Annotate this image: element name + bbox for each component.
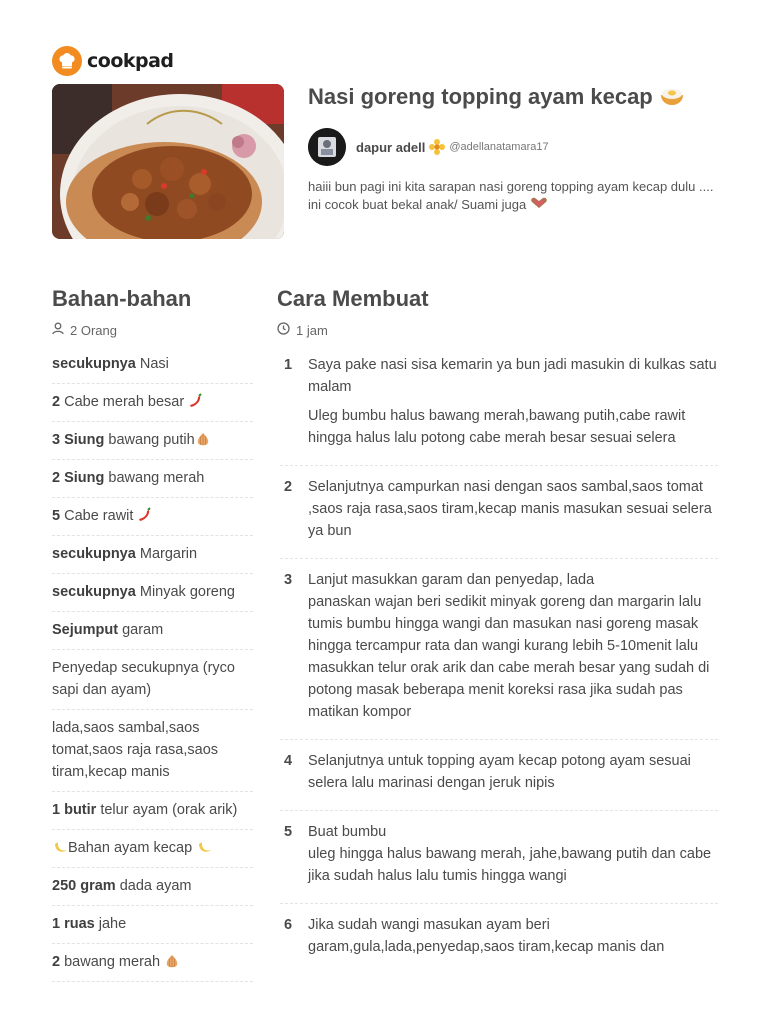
ingredient-item bbox=[52, 574, 253, 612]
ingredient-qty: 2 bbox=[52, 954, 61, 970]
servings bbox=[52, 322, 117, 338]
step-paragraph: Buat bumbu uleg hingga halus bawang merah, jahe,bawang putih dan cabe jika sudah halus lalu tumis hingga wangi bbox=[308, 824, 712, 884]
ingredient-qty: 5 bbox=[52, 508, 61, 524]
ingredient-name: bawang merah bbox=[64, 954, 161, 970]
ingredient-item bbox=[52, 792, 253, 830]
duration bbox=[277, 322, 328, 338]
step-body bbox=[308, 821, 718, 887]
ingredient-qty: 3 Siung bbox=[52, 432, 105, 448]
ingredient-name: Margarin bbox=[139, 546, 198, 562]
step-paragraph: Lanjut masukkan garam dan penyedap, lada panaskan wajan beri sedikit minyak goreng dan margarin lalu tumis bumbu hingga wangi dan masukan nasi goreng masak hingga tercampur rata dan wangi kurang lebih 5-10menit lalu masukkan telur orak arik dan cabe merah besar yang sudah di potong masak beberapa menit koreksi rasa jika sudah pas matikan kompor bbox=[308, 572, 710, 720]
ingredient-item bbox=[52, 346, 253, 384]
ingredient-item bbox=[52, 710, 253, 792]
ingredient-qty: secukupnya bbox=[52, 546, 136, 562]
recipe-title bbox=[308, 84, 685, 110]
author-name[interactable]: dapur adell bbox=[356, 139, 426, 155]
step-number: 2 bbox=[284, 479, 293, 495]
crescent-moon-icon bbox=[52, 839, 68, 855]
ingredient-qty: 1 ruas bbox=[52, 916, 95, 932]
step-body bbox=[308, 750, 718, 794]
ingredient-qty: Sejumput bbox=[52, 622, 119, 638]
ingredient-name: Bahan ayam kecap bbox=[68, 840, 193, 856]
ingredient-qty: 2 Siung bbox=[52, 470, 105, 486]
ingredient-item bbox=[52, 498, 253, 536]
ingredients-heading: Bahan-bahan bbox=[52, 286, 192, 311]
ingredient-name: dada ayam bbox=[119, 878, 192, 894]
step-paragraph: Selanjutnya campurkan nasi dengan saos sambal,saos tomat ,saos raja rasa,saos tiram,kecap manis masukan sesuai selera ya bun bbox=[308, 479, 712, 539]
ingredient-qty: secukupnya bbox=[52, 584, 136, 600]
step-number: 3 bbox=[284, 572, 293, 588]
ingredient-qty: 2 bbox=[52, 394, 61, 410]
heart-hands-icon bbox=[530, 197, 548, 212]
step-paragraph: Selanjutnya untuk topping ayam kecap potong ayam sesuai selera lalu marinasi dengan jeruk nipis bbox=[308, 753, 691, 791]
ingredient-item bbox=[52, 944, 253, 982]
onion-icon bbox=[164, 953, 180, 969]
ingredient-item bbox=[52, 650, 253, 710]
step-item bbox=[280, 906, 718, 974]
ingredient-name: bawang putih bbox=[108, 432, 195, 448]
recipe-title-text: Nasi goreng topping ayam kecap bbox=[308, 84, 653, 109]
duration-text: 1 jam bbox=[296, 322, 328, 338]
description-line: haiii bun pagi ini kita sarapan nasi goreng topping ayam kecap dulu .... bbox=[308, 179, 714, 194]
author-avatar[interactable] bbox=[308, 128, 346, 166]
clock-icon bbox=[277, 322, 290, 338]
step-paragraph: Jika sudah wangi masukan ayam beri garam,gula,lada,penyedap,saos tiram,kecap manis dan bbox=[308, 917, 665, 955]
ingredient-item bbox=[52, 612, 253, 650]
step-number: 1 bbox=[284, 357, 293, 373]
crescent-moon-icon bbox=[196, 839, 212, 855]
step-number: 5 bbox=[284, 824, 293, 840]
ingredient-name: Cabe merah besar bbox=[64, 394, 185, 410]
rice-bowl-icon bbox=[659, 86, 685, 106]
ingredient-name: bawang merah bbox=[108, 470, 205, 486]
step-paragraph: Saya pake nasi sisa kemarin ya bun jadi masukin di kulkas satu malam bbox=[308, 357, 717, 395]
flower-icon bbox=[429, 139, 445, 155]
ingredients-list bbox=[52, 346, 253, 982]
cookpad-logo[interactable] bbox=[52, 46, 174, 76]
step-body bbox=[308, 569, 718, 723]
recipe-description bbox=[308, 178, 718, 214]
ingredient-name: Nasi bbox=[139, 356, 169, 372]
steps-list bbox=[280, 346, 718, 976]
ingredient-item bbox=[52, 460, 253, 498]
description-line-text: ini cocok buat bekal anak/ Suami juga bbox=[308, 197, 527, 212]
ingredient-qty: 250 gram bbox=[52, 878, 116, 894]
step-item bbox=[280, 742, 718, 811]
onion-icon bbox=[195, 431, 211, 447]
step-number: 4 bbox=[284, 753, 293, 769]
ingredient-name: lada,saos sambal,saos tomat,saos raja rasa,saos tiram,kecap manis bbox=[52, 720, 219, 780]
author-handle[interactable]: @adellanatamara17 bbox=[449, 141, 549, 153]
ingredient-item bbox=[52, 830, 253, 868]
ingredient-name: jahe bbox=[98, 916, 127, 932]
step-number: 6 bbox=[284, 917, 293, 933]
step-item bbox=[280, 468, 718, 559]
person-icon bbox=[52, 322, 64, 338]
step-body bbox=[308, 914, 718, 958]
steps-heading: Cara Membuat bbox=[277, 286, 429, 311]
brand-name: cookpad bbox=[87, 50, 174, 72]
ingredient-name: Minyak goreng bbox=[139, 584, 235, 600]
step-item bbox=[280, 346, 718, 466]
ingredient-item bbox=[52, 906, 253, 944]
chili-icon bbox=[188, 393, 204, 409]
chef-hat-icon bbox=[52, 46, 82, 76]
author-row[interactable] bbox=[308, 128, 549, 166]
description-line bbox=[308, 196, 718, 214]
ingredient-name: Cabe rawit bbox=[64, 508, 134, 524]
ingredient-qty: 1 butir bbox=[52, 802, 97, 818]
ingredient-item bbox=[52, 384, 253, 422]
ingredient-name: Penyedap secukupnya (ryco sapi dan ayam) bbox=[52, 660, 235, 698]
recipe-photo bbox=[52, 84, 284, 239]
step-paragraph: Uleg bumbu halus bawang merah,bawang putih,cabe rawit hingga halus lalu potong cabe merah besar sesuai selera bbox=[308, 408, 686, 446]
step-item bbox=[280, 561, 718, 740]
chili-icon bbox=[137, 507, 153, 523]
ingredient-name: garam bbox=[122, 622, 164, 638]
servings-text: 2 Orang bbox=[70, 322, 117, 338]
ingredient-item bbox=[52, 868, 253, 906]
step-body bbox=[308, 354, 718, 449]
step-body bbox=[308, 476, 718, 542]
ingredient-item bbox=[52, 536, 253, 574]
ingredient-qty: secukupnya bbox=[52, 356, 136, 372]
ingredient-item bbox=[52, 422, 253, 460]
step-item bbox=[280, 813, 718, 904]
ingredient-name: telur ayam (orak arik) bbox=[100, 802, 238, 818]
